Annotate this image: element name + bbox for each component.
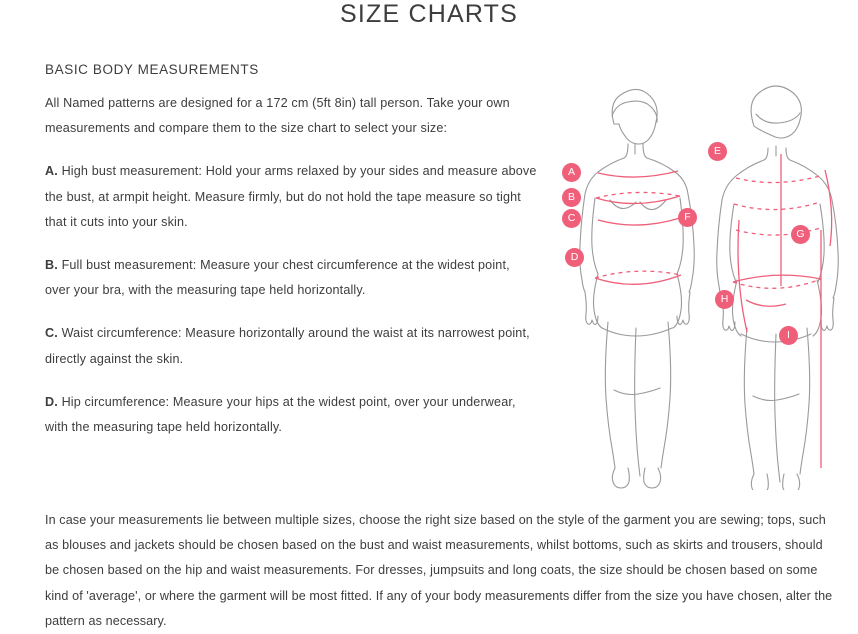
marker-badge-f: F — [678, 208, 697, 227]
page-title: SIZE CHARTS — [339, 0, 519, 28]
marker-badge-a: A — [562, 163, 581, 182]
measurement-label-b: B. — [45, 257, 58, 272]
measurement-text-c: Waist circumference: Measure horizontally around the waist at its narrowest point, directly against the skin. — [45, 326, 530, 366]
measurement-item-a — [45, 159, 537, 235]
front-figure-outline — [580, 89, 695, 488]
back-measure-lines — [733, 154, 832, 468]
measurement-text-d: Hip circumference: Measure your hips at the widest point, over your underwear, with the measuring tape held horizontally. — [45, 394, 516, 434]
measurement-label-c: C. — [45, 326, 58, 341]
marker-badge-c: C — [562, 209, 581, 228]
closing-paragraph: In case your measurements lie between multiple sizes, choose the right size based on the style of the garment you are sewing; tops, such as blouses and jackets should be chosen based on the bust and waist measurements, whilst bottoms, such as skirts and trousers, should be chosen based on the hip and waist measurements. For dresses, jumpsuits and long coats, the size should be chosen based on some kind of 'average', or where the garment will be most fitted. If any of your body measurements differ from the size you have chosen, alter the pattern as necessary. — [45, 513, 833, 628]
figure-svg — [540, 70, 858, 490]
measurement-text-a: High bust measurement: Hold your arms relaxed by your sides and measure above the bust, at armpit height. Measure firmly, but do not hold the tape measure so tight that it cuts into your skin. — [45, 164, 537, 229]
marker-badge-e: E — [708, 142, 727, 161]
marker-badge-i: I — [779, 326, 798, 345]
measurement-item-d — [45, 390, 537, 440]
back-figure-outline — [717, 86, 839, 490]
measurement-text-b: Full bust measurement: Measure your chest circumference at the widest point, over your bra, with the measuring tape held horizontally. — [45, 257, 510, 298]
marker-badge-d: D — [565, 248, 584, 267]
body-measurement-illustration — [540, 70, 858, 490]
marker-badge-b: B — [562, 188, 581, 207]
measurement-item-c — [45, 321, 537, 371]
marker-badge-h: H — [715, 290, 734, 309]
section-heading: BASIC BODY MEASUREMENTS — [45, 62, 259, 77]
measurement-item-b — [45, 253, 537, 303]
intro-paragraph: All Named patterns are designed for a 172 cm (5ft 8in) tall person. Take your own measurements and compare them to the size chart to select your size: — [45, 96, 510, 136]
measurement-label-d: D. — [45, 394, 58, 409]
measurements-text-column — [45, 62, 537, 458]
measurement-label-a: A. — [45, 164, 58, 179]
marker-badge-g: G — [791, 225, 810, 244]
front-measure-lines — [595, 171, 681, 284]
